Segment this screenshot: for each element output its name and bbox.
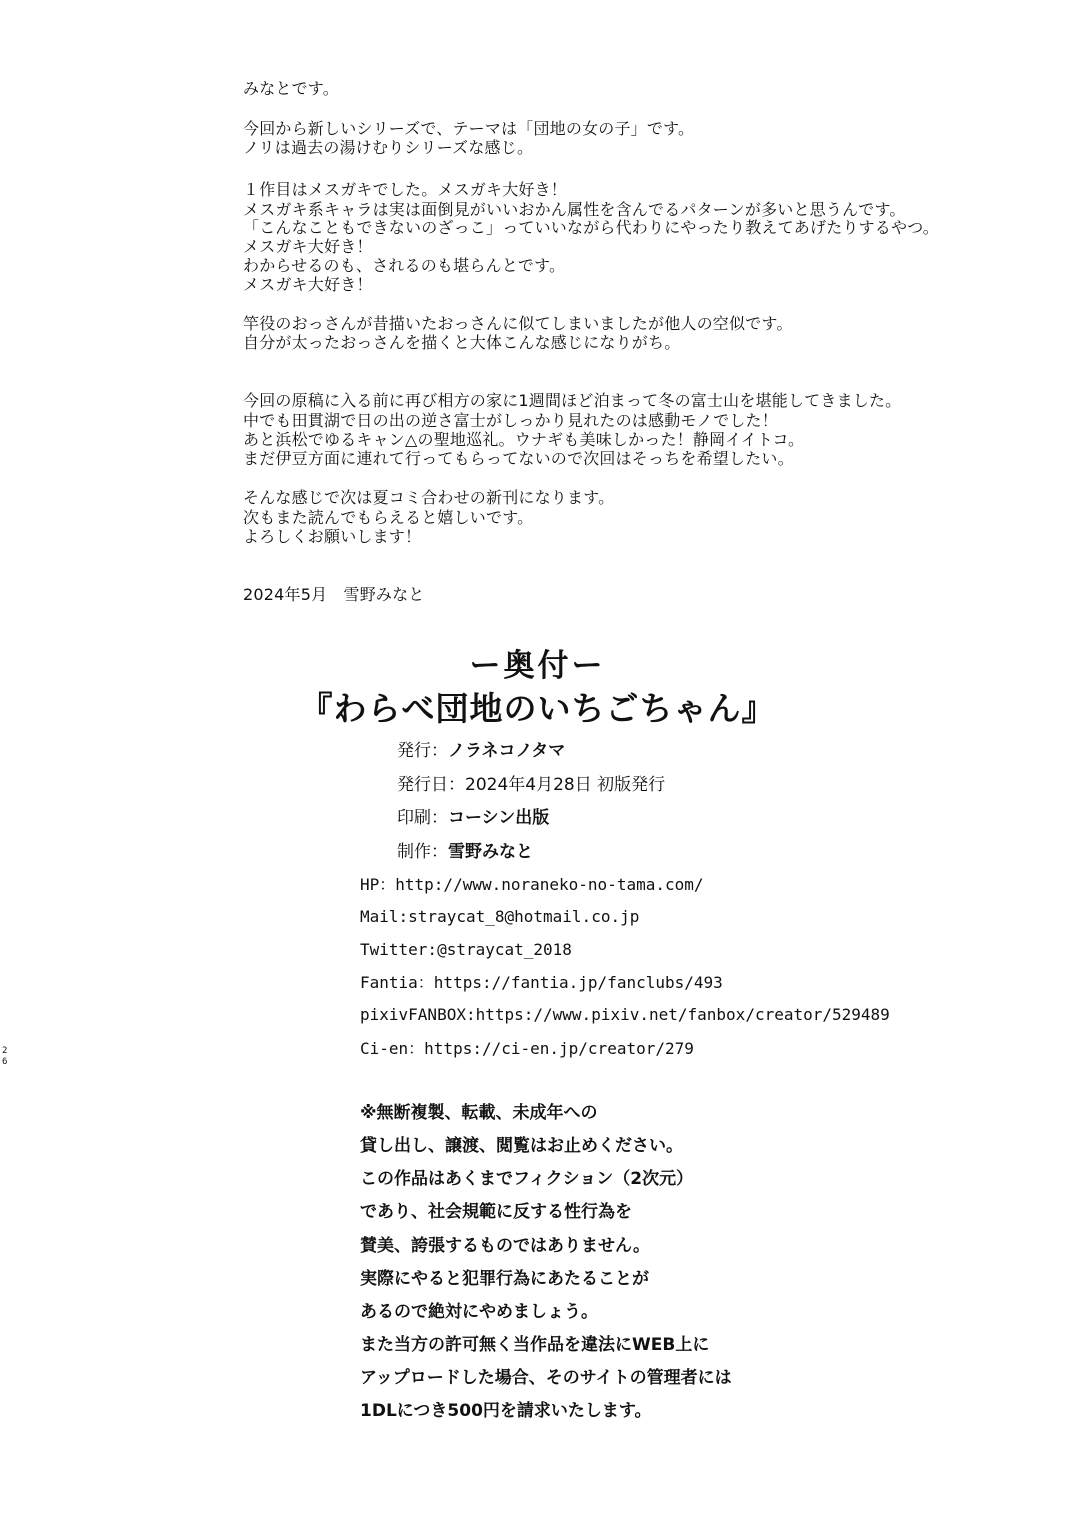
afterword-line-7: メスガキ大好き！	[243, 237, 373, 256]
notice-line-2: 貸し出し、譲渡、閲覧はお止めください。	[360, 1136, 683, 1156]
credit-value: 雪野みなと	[448, 842, 533, 862]
afterword-line-10: 竿役のおっさんが昔描いたおっさんに似てしまいましたが他人の空似です。	[243, 314, 793, 333]
link-fanbox[interactable]: pixivFANBOX:https://www.pixiv.net/fanbox/creator/529489	[360, 1005, 890, 1024]
credit-label: 発行：	[397, 741, 448, 761]
credit-label: 発行日：	[397, 775, 465, 795]
afterword-line-15: まだ伊豆方面に連れて行ってもらってないので次回はそっちを希望したい。	[243, 449, 794, 468]
credit-value: ノラネコノタマ	[448, 741, 566, 761]
credit-label: 制作：	[397, 842, 448, 862]
credit-label: 印刷：	[397, 808, 448, 828]
credit-date	[397, 774, 665, 796]
afterword-line-11: 自分が太ったおっさんを描くと大体こんな感じになりがち。	[243, 333, 681, 352]
notice-line-7: あるので絶対にやめましょう。	[360, 1302, 598, 1322]
notice-line-3: この作品はあくまでフィクション（2次元）	[360, 1169, 694, 1189]
afterword-line-5: メスガキ系キャラは実は面倒見がいいおかん属性を含んでるパターンが多いと思うんです。	[243, 200, 906, 219]
credit-value: 2024年4月28日 初版発行	[465, 775, 666, 795]
notice-line-8: また当方の許可無く当作品を違法にWEB上に	[360, 1335, 710, 1355]
afterword-line-1: みなとです。	[243, 79, 339, 98]
afterword-line-12: 今回の原稿に入る前に再び相方の家に1週間ほど泊まって冬の富士山を堪能してきました。	[243, 391, 902, 410]
notice-line-6: 実際にやると犯罪行為にあたることが	[360, 1269, 649, 1289]
notice-line-4: であり、社会規範に反する性行為を	[360, 1202, 632, 1222]
link-twitter[interactable]: Twitter:@straycat_2018	[360, 940, 572, 959]
afterword-line-16: そんな感じで次は夏コミ合わせの新刊になります。	[243, 488, 615, 507]
afterword-line-17: 次もまた読んでもらえると嬉しいです。	[243, 508, 534, 527]
afterword-line-3: ノリは過去の湯けむりシリーズな感じ。	[243, 138, 534, 157]
afterword-line-14: あと浜松でゆるキャン△の聖地巡礼。ウナギも美味しかった！静岡イイトコ。	[243, 430, 805, 449]
credit-value: コーシン出版	[448, 808, 550, 828]
link-cien[interactable]: Ci-en：https://ci-en.jp/creator/279	[360, 1039, 694, 1058]
afterword-line-2: 今回から新しいシリーズで、テーマは「団地の女の子」です。	[243, 119, 695, 138]
link-homepage[interactable]: HP：http://www.noraneko-no-tama.com/	[360, 875, 704, 894]
link-mail[interactable]: Mail:straycat_8@hotmail.co.jp	[360, 907, 640, 926]
notice-line-5: 賛美、誇張するものではありません。	[360, 1236, 651, 1256]
colophon-heading: ー奥付ー	[469, 648, 606, 684]
credit-author	[397, 841, 533, 863]
afterword-line-8: わからせるのも、されるのも堪らんとです。	[243, 256, 566, 275]
link-fantia[interactable]: Fantia：https://fantia.jp/fanclubs/493	[360, 973, 723, 992]
notice-line-9: アップロードした場合、そのサイトの管理者には	[360, 1368, 732, 1388]
credit-printer	[397, 807, 549, 829]
book-title: 『わらべ団地のいちごちゃん』	[299, 689, 776, 728]
afterword-line-6: 「こんなこともできないのざっこ」っていいながら代わりにやったり教えてあげたりするやつ。	[243, 218, 939, 237]
notice-line-1: ※無断複製、転載、未成年への	[360, 1103, 598, 1123]
credit-publisher	[397, 740, 565, 762]
notice-line-10: 1DLにつき500円を請求いたします。	[360, 1401, 652, 1421]
afterword-line-4: １作目はメスガキでした。メスガキ大好き！	[243, 180, 568, 199]
afterword-line-18: よろしくお願いします！	[243, 527, 422, 546]
afterword-line-9: メスガキ大好き！	[243, 275, 373, 294]
afterword-line-13: 中でも田貫湖で日の出の逆さ富士がしっかり見れたのは感動モノでした！	[243, 411, 778, 430]
afterword-signature: 2024年5月 雪野みなと	[243, 585, 425, 604]
page-number: 26	[2, 1046, 8, 1067]
